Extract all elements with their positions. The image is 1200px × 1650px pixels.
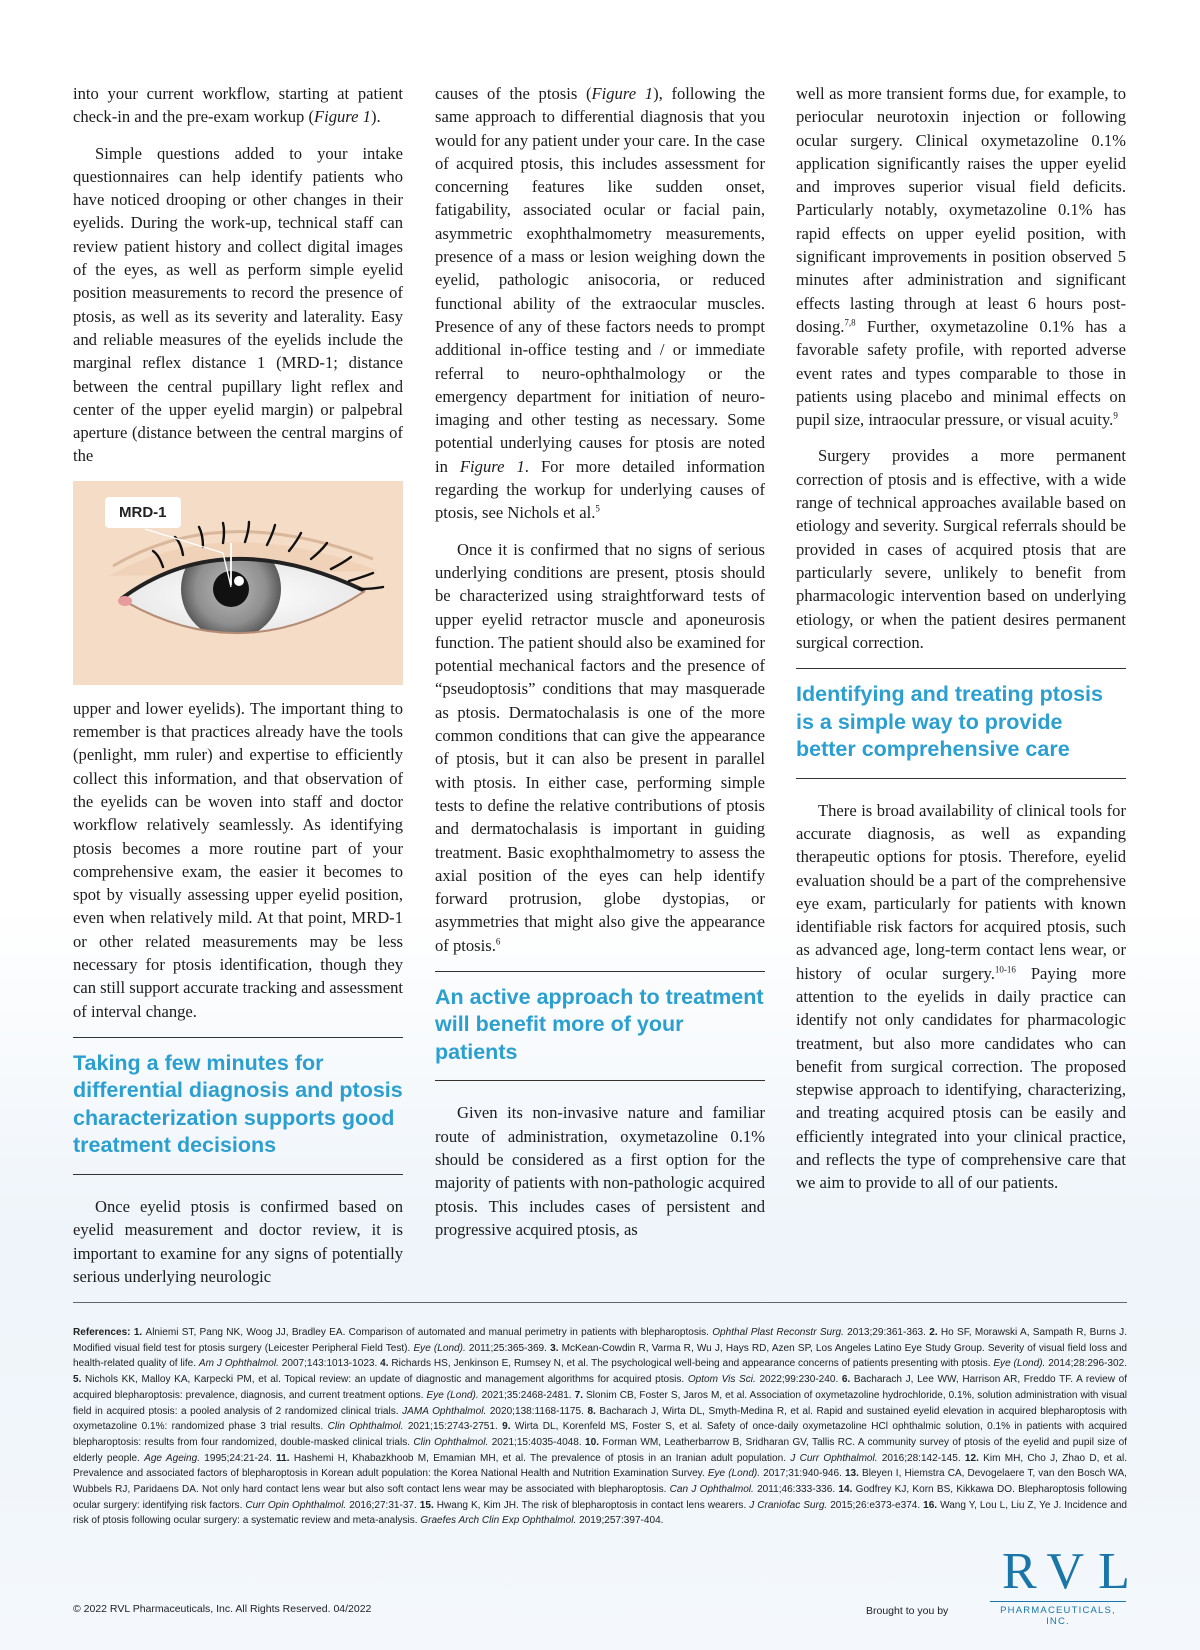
references-list [73, 1327, 1127, 1526]
reference-text: Wang Y, Lou L, Liu Z, Ye J. Incidence and risk of ptosis following ocular surgery: a systematic review and meta-analysis. [73, 1499, 1127, 1527]
reference-citation: 1995;24:21-24. [199, 1452, 272, 1464]
reference-number: 8. [583, 1405, 600, 1417]
paragraph: into your current workflow, starting at patient check-in and the pre-exam workup (Figure 1). [73, 84, 403, 127]
logo-mark: RVL [1002, 1543, 1144, 1600]
reference-citation: 2014;28:296-302. [1045, 1358, 1127, 1370]
references-label: References: [73, 1327, 131, 1338]
reference-text: Wirta DL, Korenfeld MS, Foster S, et al. Safety of once-daily oxymetazoline HCl ophthalmic solution, 0.1% in patients with acquired blepharoptosis: results from four randomized, double-masked clinical trials. [73, 1421, 1127, 1448]
reference-number: 2. [925, 1327, 941, 1338]
reference-journal: Am J Ophthalmol. [198, 1358, 279, 1370]
reference-text: Godfrey KJ, Korn BS, Kikkawa DO. Blepharoptosis following ocular surgery: identifying risk factors. [73, 1484, 1127, 1511]
reference-citation: 2015;26:e373-e374. [827, 1499, 921, 1511]
reference-journal: J Craniofac Surg. [749, 1499, 828, 1511]
reference-journal: Eye (Lond). [426, 1389, 479, 1401]
copyright-notice: © 2022 RVL Pharmaceuticals, Inc. All Rights Reserved. 04/2022 [73, 1603, 372, 1615]
reference-text: Hashemi H, Khabazkhoob M, Emamian MH, et al. The prevalence of ptosis in an Iranian adult population. [293, 1452, 791, 1464]
brought-to-you-by: Brought to you by [866, 1605, 949, 1617]
reference-text: Alniemi ST, Pang NK, Woog JJ, Bradley EA. Comparison of automated and manual perimetry in patients with blepharoptosis. [145, 1327, 713, 1338]
reference-citation: 2021;15:4035-4048. [488, 1436, 582, 1448]
paragraph: Given its non-invasive nature and familiar route of administration, oxymetazoline 0.1% should be considered as a first option for the majority of patients with non-pathologic acquired ptosis. This includes cases of persistent and progressive acquired ptosis, as [435, 1103, 765, 1239]
reference-journal: Eye (Lond). [413, 1342, 466, 1354]
reference-item [377, 1358, 1127, 1369]
reference-journal: Eye (Lond). [707, 1468, 761, 1480]
reference-citation: 2016;28:142-145. [877, 1452, 961, 1464]
reference-item [417, 1500, 920, 1511]
reference-citation: 2011;25:365-369. [465, 1342, 547, 1354]
paragraph: upper and lower eyelids). The important thing to remember is that practices already have the tools (penlight, mm ruler) and expertise to efficiently collect this information, and that observation of the eyelids can be woven into staff and doctor workflow relatively seamlessly. As identifying ptosis becomes a more routine part of your comprehensive exam, the easier it becomes to spot by visually assessing upper eyelid position, even when relatively mild. At that point, MRD-1 or other related measurements may be less necessary for ptosis identification, though they can still support accurate tracking and assessment of interval change. [73, 698, 403, 1021]
reference-number: 12. [960, 1452, 984, 1464]
reference-text: Nichols KK, Malloy KA, Karpecki PM, et al. Topical review: an update of diagnostic and management algorithms for acquired ptosis. [85, 1374, 688, 1386]
reference-journal: Ophthal Plast Reconstr Surg. [712, 1327, 844, 1338]
paragraph: Simple questions added to your intake questionnaires can help identify patients who have noticed drooping or other changes in their eyelids. During the work-up, technical staff can review patient history and collect digital images of the eyes, as well as perform simple eyelid position measurements to record the presence of ptosis, as well as its severity and laterality. Easy and reliable measures of the eyelids include the marginal reflex distance 1 (MRD-1; distance between the central pupillary light reflex and center of the upper eyelid margin) or palpebral aperture (distance between the central margins of the [73, 143, 403, 466]
reference-citation: 2016;27:31-37. [346, 1499, 417, 1511]
reference-text: Slonim CB, Foster S, Jaros M, et al. Association of oxymetazoline hydrochloride, 0.1%, solution administration with visual field in acquired ptosis: a pooled analysis of 2 randomized clinical trials. [73, 1389, 1128, 1417]
reference-journal: Can J Ophthalmol. [669, 1484, 754, 1496]
section-heading-block [435, 971, 765, 1082]
references [73, 1325, 1127, 1529]
reference-journal: Graefes Arch Clin Exp Ophthalmol. [420, 1515, 577, 1527]
reference-number: 15. [416, 1499, 437, 1511]
mrd1-eye-figure [73, 481, 403, 685]
reference-text: Forman WM, Leatherbarrow B, Sridharan GV, Tallis RC. A community survey of ptosis of the eyelid and pupil size of elderly people. [73, 1436, 1127, 1464]
reference-journal: J Curr Ophthalmol. [790, 1452, 878, 1464]
footer-divider [73, 1302, 1127, 1303]
paragraph: Once eyelid ptosis is confirmed based on eyelid measurement and doctor review, it is important to examine for any signs of potentially serious underlying neurologic [73, 1196, 403, 1286]
rvl-logo [990, 1543, 1144, 1627]
reference-citation: 2022;99:230-240. [755, 1374, 839, 1386]
paragraph: Once it is confirmed that no signs of serious underlying conditions are present, ptosis should be characterized using straightforward tests of upper eyelid retractor muscle and aponeurosis function. The patient should also be examined for potential mechanical factors and the presence of “pseudoptosis” conditions that may masquerade as ptosis. Dermatochalasis is one of the more common conditions that can give the appearance of ptosis, but it can also be present in parallel with ptosis. In either case, performing simple tests to define the relative contributions of ptosis and dermatochalasis is important in guiding treatment. Basic exophthalmometry to assess the axial position of the eyes can help identify forward protrusion, globe dystopias, or asymmetries that might also give the appearance of ptosis.$^6$ [435, 539, 765, 955]
reference-text: Bacharach J, Wirta DL, Smyth-Medina R, et al. Rapid and sustained eyelid elevation in acquired blepharoptosis with oxymetazoline 0.1%: randomized phase 3 trial results. [73, 1405, 1127, 1433]
section-heading-block [73, 1037, 403, 1175]
section-heading: Taking a few minutes for differential diagnosis and ptosis characterization supports good treatment decisions [73, 1050, 403, 1158]
reference-citation: 2021;15:2743-2751. [403, 1421, 498, 1433]
reference-number: 11. [271, 1452, 294, 1464]
reference-number: 10. [581, 1436, 603, 1448]
reference-number: 5. [73, 1374, 86, 1386]
reference-item [73, 1374, 838, 1385]
reference-journal: JAMA Ophthalmol. [402, 1405, 487, 1417]
reference-text: Ho SF, Morawski A, Sampath R, Burns J. Modified visual field test for ptosis surgery (Leicester Peripheral Field Test). [73, 1327, 1127, 1354]
column-3 [796, 82, 1126, 1208]
column-2 [435, 82, 765, 1254]
reference-number: 3. [546, 1342, 562, 1354]
reference-number: 6. [838, 1374, 854, 1386]
reference-number: 7. [571, 1389, 586, 1401]
reference-citation: 2011;46:333-336. [753, 1484, 836, 1496]
reference-citation: 2021;35:2468-2481. [478, 1389, 572, 1401]
reference-journal: Clin Ophthalmol. [413, 1436, 489, 1448]
reference-number: 9. [497, 1421, 515, 1433]
section-heading: An active approach to treatment will benefit more of your patients [435, 984, 764, 1064]
reference-journal: Curr Opin Ophthalmol. [245, 1499, 347, 1511]
reference-citation: 2020;138:1168-1175. [486, 1405, 584, 1417]
reference-number: 4. [377, 1358, 392, 1370]
reference-item [134, 1327, 926, 1338]
paragraph: well as more transient forms due, for example, to periocular neurotoxin injection or following ocular surgery. Clinical oxymetazoline 0.1% application significantly raises the upper eyelid and improves superior visual field deficits. Particularly notably, oxymetazoline 0.1% has rapid effects on upper eyelid position, with significant improvements in position observed 5 minutes after administration and significant effects lasting through at least 6 hours post-dosing.$^{7,8}$ Further, oxymetazoline 0.1% has a favorable safety profile, with reported adverse event rates and types comparable to those in patients using placebo and minimal effects on pupil size, intraocular pressure, or visual acuity.$^9$ [796, 84, 1126, 430]
reference-number: 1. [133, 1327, 146, 1338]
reference-text: Kim MH, Cho J, Zhao D, et al. Prevalence and associated factors of blepharoptosis in Korean adult population: the Korea National Health and Nutrition Examination Survey. [73, 1452, 1128, 1480]
mrd1-label: MRD-1 [105, 497, 181, 528]
reference-journal: Eye (Lond). [993, 1358, 1046, 1370]
reference-citation: 2019;257:397-404. [576, 1515, 664, 1527]
reference-text: Hwang K, Kim JH. The risk of blepharoptosis in contact lens wearers. [436, 1499, 750, 1511]
reference-number: 14. [835, 1484, 856, 1496]
reference-text: Bacharach J, Lee WW, Harrison AR, Freddo TF. A review of acquired blepharoptosis: prevalence, diagnosis, and current treatment options. [73, 1374, 1127, 1401]
section-heading-block [796, 668, 1126, 779]
section-heading: Identifying and treating ptosis is a simple way to provide better comprehensive care [796, 682, 1103, 762]
reference-text: Richards HS, Jenkinson E, Rumsey N, et al. The psychological well-being and appearance concerns of patients presenting with ptosis. [391, 1358, 994, 1370]
logo-subtitle: PHARMACEUTICALS, INC. [990, 1601, 1126, 1627]
reference-item [272, 1453, 961, 1464]
paragraph: causes of the ptosis (Figure 1), following the same approach to differential diagnosis that you would for any patient under your care. In the case of acquired ptosis, this includes assessment for concerning features like sudden onset, fatigability, associated ocular or facial pain, asymmetric exophthalmometry measurements, presence of a mass or lesion weighing down the eyelid, pathologic anisocoria, or reduced functional ability of the extraocular muscles. Presence of any of these factors needs to prompt additional in-office testing and / or immediate referral to neuro-ophthalmology or the emergency department for initiation of neuro-imaging and other testing as necessary. Some potential underlying causes for ptosis are noted in Figure 1. For more detailed information regarding the workup for underlying causes of ptosis, see Nichols et al.$^5$ [435, 84, 765, 523]
reference-citation: 2017;31:940-946. [760, 1468, 842, 1480]
reference-journal: Optom Vis Sci. [687, 1374, 756, 1386]
reference-text: McKean-Cowdin R, Varma R, Wu J, Hays RD, Azen SP, Los Angeles Latino Eye Study Group. Severity of visual field loss and health-related quality of life. [73, 1342, 1128, 1370]
paragraph: There is broad availability of clinical tools for accurate diagnosis, as well as expanding therapeutic options for ptosis. Therefore, eyelid evaluation should be a part of the comprehensive eye exam, particularly for patients with known identifiable risk factors for acquired ptosis, such as advanced age, long-term contact lens wear, or history of ocular surgery.$^{10-16}$ Paying more attention to the eyelids in daily practice can identify not only candidates for pharmacologic treatment, but also more candidates who can benefit from surgical correction. The proposed stepwise approach to identifying, characterizing, and treating acquired ptosis can be easily and efficiently integrated into your clinical practice, and reflects the type of comprehensive care that we aim to provide to all of our patients. [796, 800, 1126, 1193]
reference-journal: Age Ageing. [144, 1452, 200, 1464]
paragraph: Surgery provides a more permanent correction of ptosis and is effective, with a wide range of technical approaches available based on etiology and severity. Surgical referrals should be provided in cases of acquired ptosis that are particularly severe, unlikely to benefit from pharmacologic intervention based on underlying etiology, or when the patient desires permanent surgical correction. [796, 446, 1126, 652]
reference-number: 13. [841, 1468, 862, 1480]
reference-journal: Clin Ophthalmol. [327, 1421, 404, 1433]
reference-citation: 2013;29:361-363. [843, 1327, 926, 1338]
reference-citation: 2007;143:1013-1023. [278, 1358, 378, 1370]
reference-text: Bleyen I, Hiemstra CA, Devogelaere T, van den Bosch WA, Wubbels RJ, Paridaens DA. Not only hard contact lens wear but also soft contact lens wear may be associated with blepharoptosis. [73, 1468, 1127, 1496]
column-1 [73, 82, 403, 1301]
reference-number: 16. [920, 1499, 941, 1511]
